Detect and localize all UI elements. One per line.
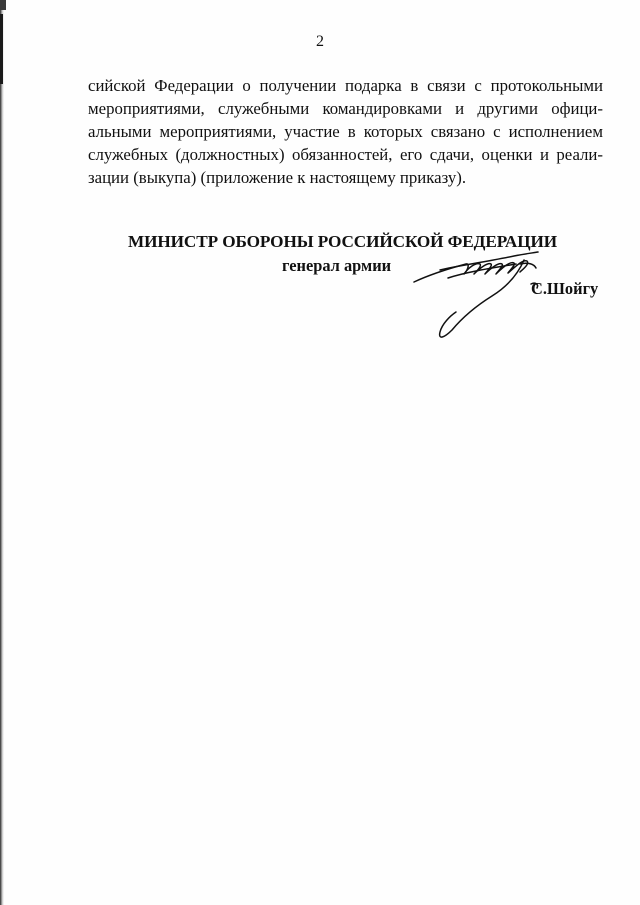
signatory-position-title: МИНИСТР ОБОРОНЫ РОССИЙСКОЙ ФЕДЕРАЦИИ [128, 232, 558, 251]
body-line: служебных (должностных) обязанностей, его сдачи, оценки и реали- [88, 145, 603, 164]
scan-edge-shadow [0, 0, 4, 905]
scan-corner-mark [0, 0, 6, 10]
signatory-name: С.Шойгу [531, 279, 599, 298]
signatory-rank: генерал армии [282, 256, 392, 275]
body-line: зации (выкупа) (приложение к настоящему приказу). [88, 168, 467, 187]
body-line: мероприятиями, служебными командировками и другими офици- [88, 99, 603, 118]
body-paragraph [88, 74, 603, 189]
body-line: сийской Федерации о получении подарка в связи с протокольными [88, 76, 603, 95]
body-line: альными мероприятиями, участие в которых связано с исполнением [88, 122, 603, 141]
handwritten-signature [396, 234, 576, 344]
page-number: 2 [316, 33, 324, 50]
